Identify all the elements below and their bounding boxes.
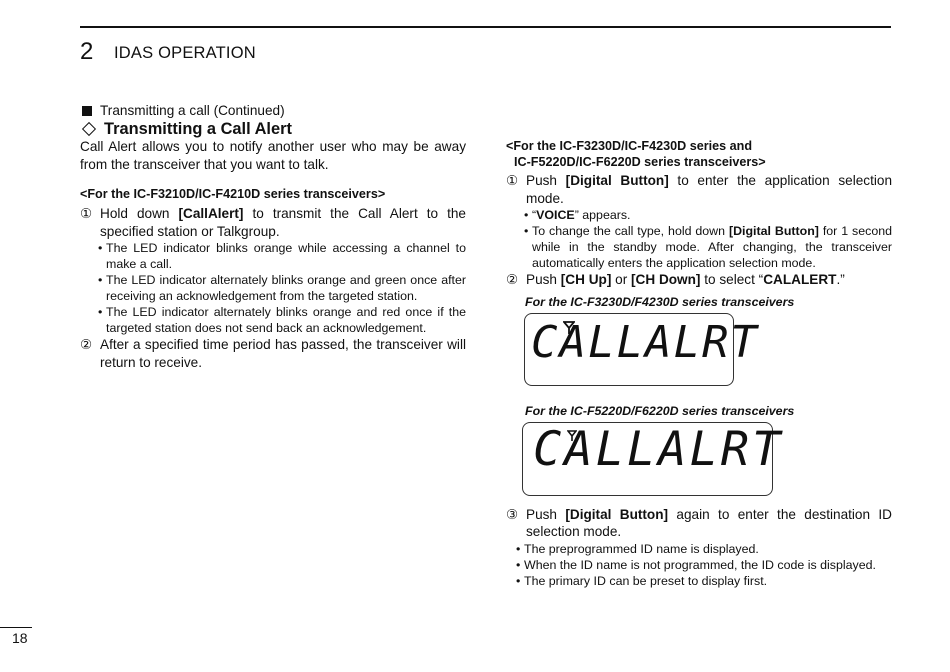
- step-text: .”: [836, 272, 845, 287]
- right-step-1: [506, 172, 892, 207]
- diamond-icon: [82, 122, 96, 136]
- heading-text: Transmitting a Call Alert: [104, 119, 292, 138]
- step-text: Push: [526, 506, 566, 522]
- step-number: ①: [80, 206, 93, 221]
- bullet-text: for 1 second while in the standby mode. After changing, the transceiver automatically enters the application selection mode.: [532, 224, 892, 270]
- page-number-rule: [0, 627, 32, 628]
- calalert-value: CALALERT: [763, 272, 837, 287]
- bullet-text: The primary ID can be preset to display first.: [524, 573, 768, 588]
- page-number: 18: [12, 630, 28, 646]
- bullet-text: The LED indicator alternately blinks orange and red once if the targeted station does not send back an acknowledgement.: [106, 305, 466, 335]
- display-text-2: CALLALRT: [533, 421, 784, 477]
- step-number: ②: [80, 337, 93, 352]
- left-column: [80, 102, 466, 371]
- step-text: to transmit the Call Alert to the specified station or Talkgroup.: [100, 206, 466, 239]
- step-text: After a specified time period has passed, the transceiver will return to receive.: [100, 337, 466, 370]
- step-number: ③: [506, 506, 519, 522]
- list-item: • When the ID name is not programmed, the ID code is displayed.: [516, 557, 876, 572]
- left-step-2: [80, 336, 466, 371]
- bullet-text: The preprogrammed ID name is displayed.: [524, 541, 759, 556]
- section-line-text: Transmitting a call (Continued): [100, 103, 285, 118]
- left-step-1: [80, 205, 466, 240]
- step-text: Hold down: [100, 206, 179, 221]
- step-text: again to enter the destination ID selection mode.: [526, 506, 892, 539]
- right-step-3: [506, 506, 892, 541]
- bullet-text: ” appears.: [574, 208, 631, 222]
- step-text: or: [611, 272, 631, 287]
- lcd-display-2: [522, 421, 784, 496]
- top-rule: [80, 26, 891, 28]
- right-step-2: [506, 271, 892, 289]
- step-text: Push: [526, 272, 561, 287]
- bullet-text: To change the call type, hold down: [532, 224, 729, 238]
- lcd-display-1: [524, 313, 759, 386]
- voice-label: VOICE: [536, 208, 575, 222]
- bullet-text: When the ID name is not programmed, the ID code is displayed.: [524, 557, 876, 572]
- ch-down-key: [CH Down]: [631, 272, 701, 287]
- step-number: ①: [506, 173, 519, 188]
- list-item: • To change the call type, hold down [Digital Button] for 1 second while in the standby mode. After changing, the transceiver automatically enters the application selection mode.: [524, 224, 892, 270]
- digital-button-key: [Digital Button]: [565, 173, 669, 188]
- digital-button-key: [Digital Button]: [728, 224, 819, 238]
- list-item: • The LED indicator alternately blinks orange and red once if the targeted station does not send back an acknowledgement.: [98, 305, 466, 335]
- list-item: • The LED indicator alternately blinks orange and green once after receiving an acknowledgement from the targeted station.: [98, 273, 466, 303]
- list-item: • “VOICE” appears.: [524, 208, 631, 222]
- step-number: ②: [506, 272, 519, 287]
- bullet-text: The LED indicator alternately blinks orange and green once after receiving an acknowledgement from the targeted station.: [106, 273, 466, 303]
- series-label-cont: IC-F5220D/IC-F6220D series transceivers>: [514, 155, 766, 169]
- bullet-text: “: [532, 208, 537, 222]
- chapter-number: 2: [80, 38, 94, 65]
- digital-button-key: [Digital Button]: [565, 506, 669, 522]
- ch-up-key: [CH Up]: [560, 272, 612, 287]
- step-text: to enter the application selection mode.: [526, 173, 893, 206]
- display-text-1: CALLALRT: [531, 316, 759, 368]
- section-heading: [80, 121, 466, 139]
- series-label: <For the IC-F3230D/IC-F4230D series and: [506, 139, 753, 153]
- right-column: [506, 138, 892, 589]
- list-item: • The LED indicator blinks orange while accessing a channel to make a call.: [98, 241, 466, 271]
- display-caption-2: For the IC-F5220D/F6220D series transceivers: [525, 403, 795, 418]
- step-text: to select “: [700, 272, 764, 287]
- series-label: <For the IC-F3210D/IC-F4210D series transceivers>: [80, 187, 386, 201]
- chapter-title: IDAS OPERATION: [114, 44, 256, 62]
- callalert-key: [CallAlert]: [178, 206, 244, 221]
- list-item: • The preprogrammed ID name is displayed.: [516, 541, 759, 556]
- intro-paragraph: Call Alert allows you to notify another user who may be away from the transceiver that you want to talk.: [80, 139, 466, 172]
- square-bullet-icon: [82, 106, 92, 116]
- list-item: • The primary ID can be preset to display first.: [516, 573, 768, 588]
- section-line: [80, 102, 466, 120]
- step-text: Push: [526, 173, 566, 188]
- display-caption-1: For the IC-F3230D/F4230D series transceivers: [525, 294, 795, 309]
- bullet-text: The LED indicator blinks orange while accessing a channel to make a call.: [106, 241, 466, 271]
